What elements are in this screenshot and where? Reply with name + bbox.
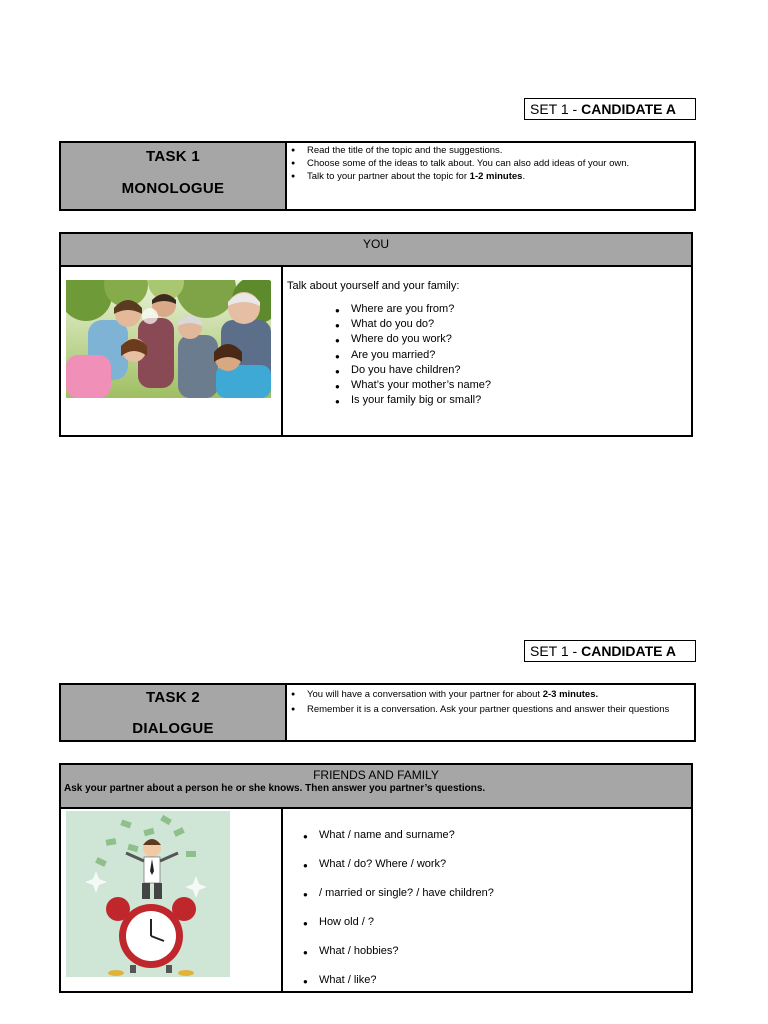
set-label-prefix: SET 1 -	[530, 643, 582, 659]
list-item: ● How old / ?	[319, 908, 691, 937]
family-photo-cell	[61, 267, 283, 437]
set-label-candidate: CANDIDATE A	[581, 643, 676, 659]
task1-label-cell	[61, 143, 287, 209]
task1-subtitle: MONOLOGUE	[121, 180, 225, 197]
clock-illustration-cell	[61, 809, 283, 991]
set-label-1	[524, 98, 696, 120]
you-table	[59, 232, 693, 437]
instruction-item: ● Remember it is a conversation. Ask your partner questions and answer their questions	[291, 702, 694, 717]
list-item: ● Is your family big or small?	[351, 393, 691, 408]
list-item: ● Where do you work?	[351, 332, 691, 347]
task2-label-cell	[61, 685, 287, 740]
list-item: ● What do you do?	[351, 317, 691, 332]
task2-title: TASK 2	[145, 689, 201, 706]
task1-table	[59, 141, 696, 211]
list-item: ● What / like?	[319, 966, 691, 995]
you-questions-cell	[283, 267, 691, 437]
friends-family-title: FRIENDS AND FAMILY	[313, 768, 439, 782]
task2-instructions	[287, 685, 694, 740]
instruction-item: ● Choose some of the ideas to talk about. You can also add ideas of your own.	[291, 158, 694, 171]
list-item: ● What / do? Where / work?	[319, 850, 691, 879]
list-item: ● / married or single? / have children?	[319, 879, 691, 908]
you-intro: Talk about yourself and your family:	[287, 280, 460, 292]
list-item: ● Where are you from?	[351, 302, 691, 317]
set-label-candidate: CANDIDATE A	[581, 101, 676, 117]
you-header: YOU	[61, 234, 691, 267]
list-item: ● What’s your mother’s name?	[351, 378, 691, 393]
list-item: ● Are you married?	[351, 348, 691, 363]
list-item: ● What / hobbies?	[319, 937, 691, 966]
task2-subtitle: DIALOGUE	[132, 720, 214, 737]
instruction-item: ● Talk to your partner about the topic for 1-2 minutes.	[291, 171, 694, 184]
set-label-prefix: SET 1 -	[530, 101, 582, 117]
list-item: ● Do you have children?	[351, 363, 691, 378]
friends-family-question-list	[319, 821, 691, 995]
businessman-clock-illustration	[66, 811, 230, 977]
instruction-item: ● You will have a conversation with your partner for about 2-3 minutes.	[291, 687, 694, 702]
list-item: ● What / name and surname?	[319, 821, 691, 850]
instruction-item: ● Read the title of the topic and the suggestions.	[291, 145, 694, 158]
task2-table	[59, 683, 696, 742]
family-photo	[66, 280, 271, 398]
friends-family-subheader: Ask your partner about a person he or she knows. Then answer you partner’s questions.	[64, 783, 486, 794]
task1-instructions	[287, 143, 694, 209]
task1-title: TASK 1	[145, 148, 201, 165]
friends-family-table	[59, 763, 693, 993]
set-label-2	[524, 640, 696, 662]
you-question-list	[351, 302, 691, 408]
friends-family-header	[61, 765, 691, 809]
friends-family-questions-cell	[283, 809, 691, 991]
